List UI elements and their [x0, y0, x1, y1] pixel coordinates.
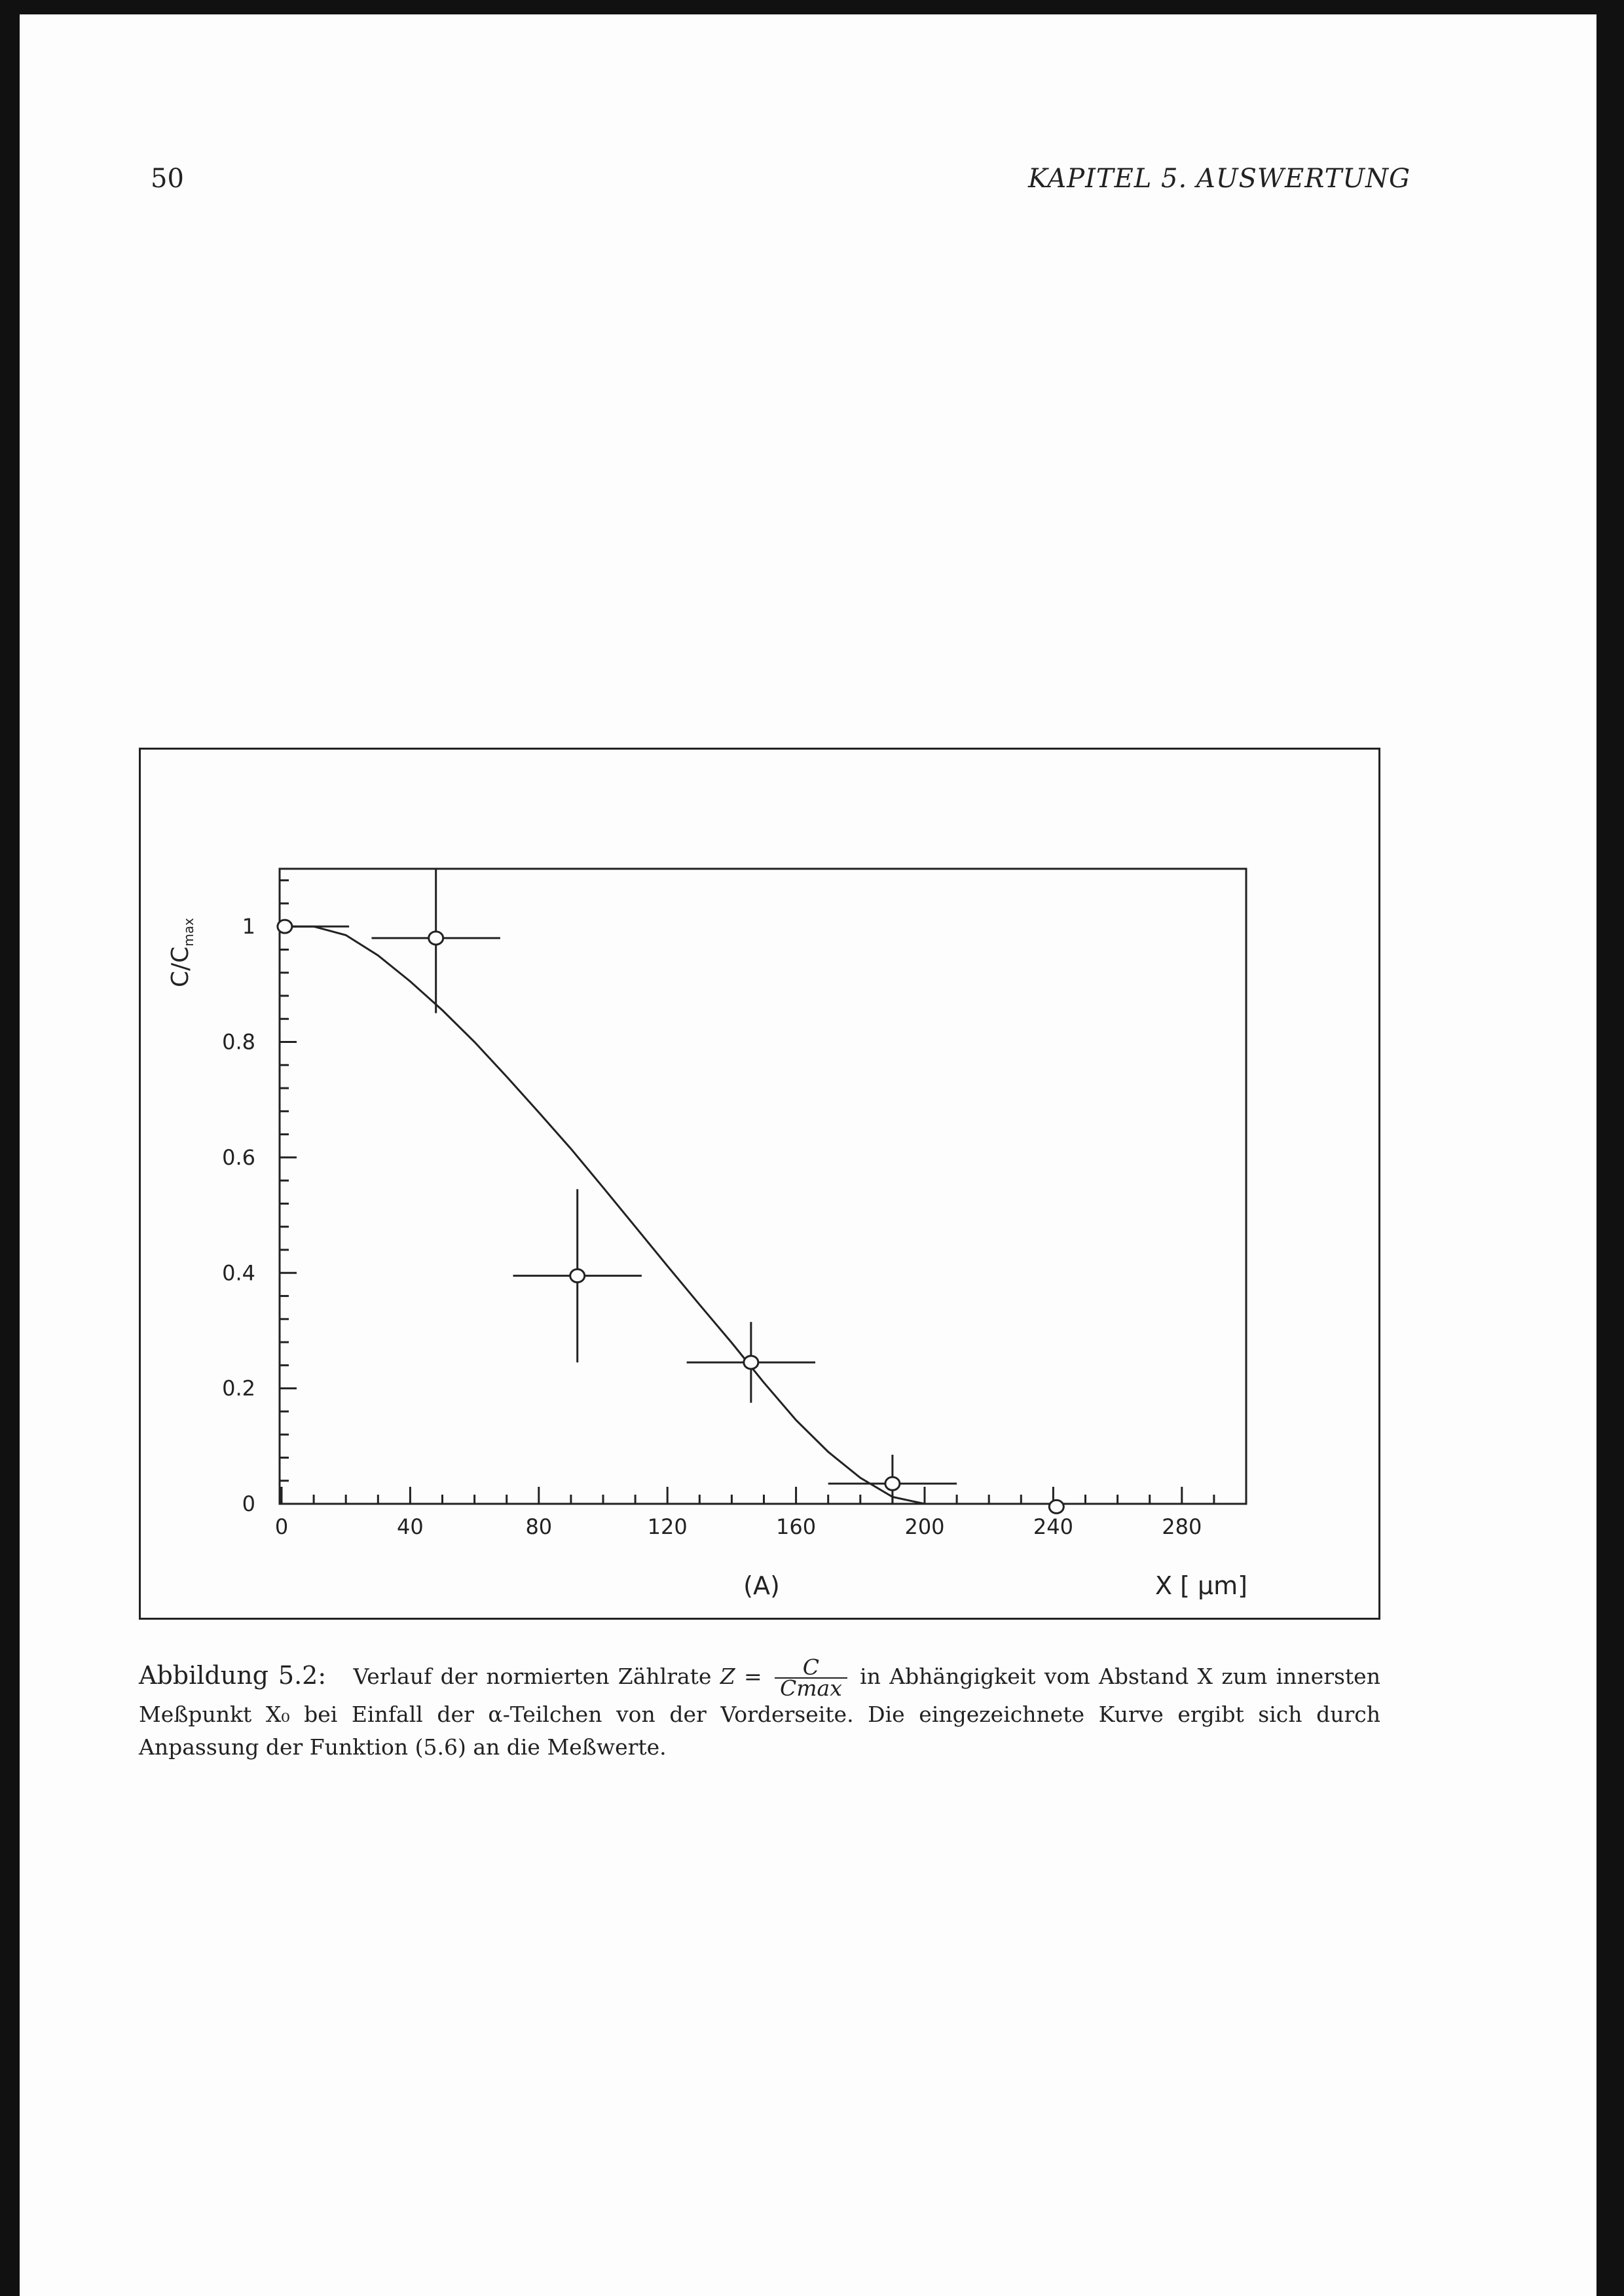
x-tick-label: 160: [776, 1514, 817, 1539]
data-point: [828, 1455, 957, 1504]
y-tick-label: 0.8: [222, 1029, 255, 1055]
running-head: KAPITEL 5. AUSWERTUNG: [1028, 164, 1411, 194]
fit-curve: [282, 926, 925, 1504]
data-point: [513, 1189, 642, 1362]
data-point: [1049, 1500, 1063, 1513]
data-point: [371, 869, 500, 1013]
caption-frac-num: C: [775, 1658, 847, 1679]
figure-caption: [139, 1654, 1380, 1764]
point-marker: [429, 932, 443, 945]
x-tick-labels: [275, 1514, 1202, 1539]
x-tick-label: 0: [274, 1514, 289, 1539]
x-tick-label: 240: [1033, 1514, 1073, 1539]
axis-ticks: [280, 881, 1246, 1504]
page-number: 50: [151, 164, 184, 194]
caption-fraction: [775, 1654, 847, 1701]
x-tick-label: 120: [647, 1514, 688, 1539]
caption-symbol: Z =: [720, 1664, 762, 1689]
plot-area: [280, 869, 1246, 1504]
point-marker: [1049, 1500, 1063, 1513]
y-tick-label: 0.2: [222, 1376, 255, 1401]
page: [20, 14, 1596, 2296]
figure-frame: [139, 748, 1380, 1620]
chart: [141, 750, 1378, 1618]
x-tick-label: 40: [397, 1514, 424, 1539]
y-tick-label: 0.4: [222, 1260, 255, 1286]
point-marker: [885, 1477, 900, 1490]
caption-text-2: in Abhängigkeit vom Abstand X zum innersten Meßpunkt X₀ bei Einfall der α-Teilchen von der Vorderseite. Die eingezeichnete Kurve ergibt sich durch Anpassung der Funktion (5.6) an die Meßwerte.: [139, 1664, 1380, 1760]
caption-frac-den: Cmax: [780, 1675, 842, 1701]
caption-text-1: Verlauf der normierten Zählrate: [353, 1664, 712, 1689]
point-marker: [570, 1269, 585, 1283]
y-tick-label: 0: [242, 1491, 255, 1516]
data-point: [687, 1322, 815, 1402]
x-tick-label: 280: [1162, 1514, 1202, 1539]
y-tick-label: 1: [242, 914, 255, 939]
y-tick-labels: [222, 914, 255, 1516]
data-points: [278, 869, 1063, 1513]
x-axis-label: X [ μm]: [1154, 1571, 1247, 1600]
panel-label: (A): [743, 1571, 780, 1600]
y-tick-label: 0.6: [222, 1144, 255, 1170]
y-axis-label: $C/C_{max}$: [167, 918, 196, 987]
point-marker: [744, 1356, 758, 1369]
data-point: [278, 920, 349, 933]
point-marker: [278, 920, 292, 933]
caption-label: Abbildung 5.2:: [139, 1661, 327, 1690]
x-tick-label: 200: [904, 1514, 945, 1539]
x-tick-label: 80: [525, 1514, 553, 1539]
